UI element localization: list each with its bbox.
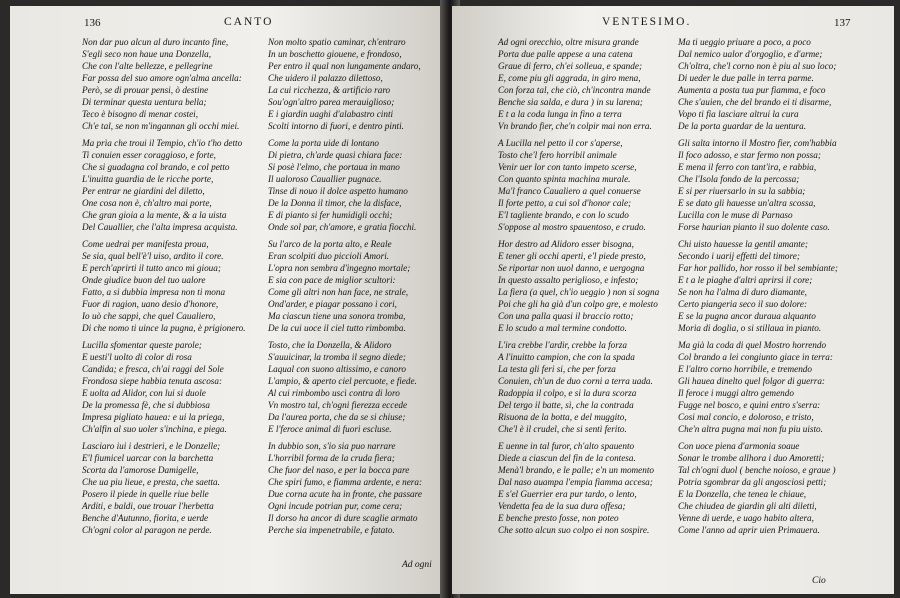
verse-line: L'inuitta guardia de le ricche porte,	[82, 174, 214, 185]
verse-line: E tener gli occhi aperti, e'l piede presto,	[498, 250, 646, 261]
verse-line: Perche sia impenetrabile, e fatato.	[268, 525, 395, 536]
verse-line: Onde giudice buon del tuo ualore	[82, 275, 206, 286]
verse-line: Moria di doglia, o si stillaua in pianto.	[678, 323, 822, 334]
verse-line: Tosto che'l fero horribil animale	[498, 150, 617, 161]
verse-line: E uolta ad Alidor, con lui si duole	[82, 388, 206, 399]
verse-line: Vn brando fier, che'n colpir mai non erra.	[498, 121, 652, 132]
verse-line: Porta due palle appese a una catena	[498, 49, 633, 60]
verse-line: E si per riuersarlo in su la sabbia;	[678, 186, 806, 197]
verse-line: De la promessa fè, che si dubbiosa	[82, 400, 211, 411]
stanza	[82, 339, 245, 435]
verse-line: Non molto spatio caminar, ch'entraro	[268, 37, 406, 47]
running-head: VENTESIMO.	[602, 16, 692, 28]
catchword: Ad ogni	[402, 560, 432, 570]
stanza	[498, 339, 659, 435]
verse-line: Ond'arder, e piagar possano i cori,	[268, 299, 397, 310]
verse-line: Gli hauea dinelto quel folgor di guerra:	[678, 376, 825, 387]
stanza	[678, 36, 838, 132]
verse-line: Come gli altri non han face, ne strale,	[268, 287, 409, 298]
verse-line: Cosi mal concio, e doloroso, e tristo,	[678, 412, 814, 423]
verse-line: La cui ricchezza, & artificio raro	[268, 85, 391, 96]
verse-line: E l'feroce animal di fuori escluse.	[268, 424, 392, 435]
verse-line: Conuien, ch'un de duo corni a terra uada.	[498, 376, 653, 387]
verse-line: Vopo ti fia lasciare altrui la cura	[678, 109, 799, 120]
verse-line: L'opra non sembra d'ingegno mortale;	[268, 263, 411, 274]
stanza	[82, 137, 245, 233]
verse-line: Diede a ciascun del fin de la contesa.	[498, 452, 636, 463]
verse-line: Che spiri fumo, e fiamma ardente, e nera:	[268, 477, 423, 488]
verse-line: Ogni incude potrian pur, come cera;	[268, 501, 403, 512]
verse-line: Sonar le trombe allhora i duo Amoretti;	[678, 452, 825, 463]
verse-line: Se sia, qual bell'è'l uiso, ardito il core.	[82, 250, 224, 261]
verse-line: Al cui rimbombo uscì contra di loro	[268, 388, 400, 399]
verse-line: Con quanto spinta machina murale.	[498, 174, 631, 185]
verse-line: S'auuicinar, la tromba il segno diede;	[268, 351, 406, 362]
stanza	[678, 238, 838, 334]
verse-line: Che gran gioia a la mente, & a la uista	[82, 210, 227, 221]
verse-line: E lo scudo a mal termine condotto.	[498, 323, 627, 334]
verse-line: E, come piu gli aggrada, in giro mena,	[498, 73, 641, 84]
verse-line: Per entro il qual non lungamente andaro,	[268, 61, 421, 72]
verse-line: Di che nomo ti uince la pugna, è prigionero.	[82, 323, 246, 334]
verse-line: Ti conuien esser coraggioso, e forte,	[82, 150, 216, 161]
stanza	[498, 36, 659, 132]
verse-line: E se la pugna ancor duraua alquanto	[678, 311, 816, 322]
verse-line: Con uoce piena d'armonia soaue	[678, 440, 800, 451]
verse-line: Tinse di nouo il dolce aspetto humano	[268, 186, 408, 197]
verse-line: Ma ti ueggio priuare a poco, a poco	[678, 37, 811, 47]
verse-line: Con una palla quasi il braccio rotto;	[498, 311, 634, 322]
column-left-1	[82, 36, 245, 541]
verse-line: Forse haurian pianto il suo dolente caso.	[678, 222, 830, 233]
verse-line: Che con l'alte bellezze, e pellegrine	[82, 61, 213, 72]
verse-line: In questo assalto periglioso, e infesto;	[498, 275, 639, 286]
verse-line: E'l tagliente brando, e con lo scudo	[498, 210, 629, 221]
verse-line: Risuona de la botta, e del muggito,	[498, 412, 627, 423]
right-page	[452, 6, 894, 594]
verse-line: E uesti'l uolto di color di rosa	[82, 351, 192, 362]
verse-line: Scolti intorno di fuori, e dentro pinti.	[268, 121, 404, 132]
verse-line: Aumenta a posta tua pur fiamma, e foco	[678, 85, 826, 96]
verse-line: Radoppia il colpo, e si la dura scorza	[498, 388, 637, 399]
verse-line: Che'l è il crudel, che si sentì ferito.	[498, 424, 627, 435]
verse-line: Far possa del suo amore ogn'alma ancella:	[82, 73, 242, 84]
verse-line: Sou'ogn'altro parea merauiglioso;	[268, 97, 395, 108]
verse-line: Come l'anno ad aprir uien Primauera.	[678, 525, 820, 536]
verse-line: Tal ch'ogni duol ( benche noioso, e graue )	[678, 464, 836, 475]
verse-line: E benche presto fosse, non poteo	[498, 513, 619, 524]
verse-line: One cosa non è, ch'altro mai porte,	[82, 198, 212, 209]
verse-line: S'oppose al mostro spauentoso, e crudo.	[498, 222, 646, 233]
verse-line: Del tergo il batte, sì, che la contrada	[498, 400, 634, 411]
catchword: Cio	[812, 576, 826, 586]
stanza	[268, 36, 422, 132]
verse-line: Graue di ferro, ch'ei solleua, e spande;	[498, 61, 643, 72]
verse-line: Che ua piu lieue, e presta, che saetta.	[82, 477, 220, 488]
page-number: 137	[834, 17, 851, 29]
verse-line: Col brando a lei congiunto giace in terra:	[678, 351, 833, 362]
verse-line: Due corna acute ha in fronte, che passare	[268, 489, 422, 500]
verse-line: Certo piangeria seco il suo dolore:	[678, 299, 808, 310]
stanza	[268, 137, 422, 233]
verse-line: Chi uisto hauesse la gentil amante;	[678, 238, 808, 249]
verse-line: La fiera (a quel, ch'io ueggio ) non si sogna	[498, 287, 660, 298]
stanza	[268, 238, 422, 334]
verse-line: S'egli seco non haue una Donzella,	[82, 49, 212, 60]
verse-line: Su l'arco de la porta alto, e Reale	[268, 238, 392, 249]
verse-line: Gli salta intorno il Mostro fier, com'habbia	[678, 137, 837, 148]
verse-line: Vendetta fea de la sua dura offesa;	[498, 501, 626, 512]
verse-line: Se non ha l'alma di duro diamante,	[678, 287, 807, 298]
verse-line: Secondo i uarij effetti del timore;	[678, 250, 800, 261]
verse-line: Posero il piede in quelle riue belle	[82, 489, 209, 500]
verse-line: Come la porta uide di lontano	[268, 137, 380, 148]
verse-line: Non dar puo alcun al duro incanto fine,	[82, 37, 229, 47]
verse-line: Vn mostro tal, ch'ogni fierezza eccede	[268, 400, 408, 411]
stanza	[498, 238, 659, 334]
verse-line: Venir uer lor con tanto impeto scerse,	[498, 162, 637, 173]
verse-line: Teco è bisogno di menar costei,	[82, 109, 199, 120]
verse-line: Per entrar ne giardini del diletto,	[82, 186, 205, 197]
verse-line: Ma prìa che troui il Tempio, ch'io t'ho detto	[82, 137, 243, 148]
verse-line: Benche sia salda, e dura ) in su larena;	[498, 97, 643, 108]
verse-line: In dubbio son, s'io sia puo narrare	[268, 440, 396, 451]
verse-line: E sia con pace de miglior scultori:	[268, 275, 396, 286]
verse-line: Venne di uerde, e uago habito altera,	[678, 513, 814, 524]
verse-line: De la porta guardar de la uentura.	[678, 121, 807, 132]
verse-line: Ch'oltra, che'l corno non è piu al suo loco;	[678, 61, 837, 72]
verse-line: Ch'alfin al suo uoler s'inchina, e piega.	[82, 424, 227, 435]
verse-line: Lasciaro iui i destrieri, e le Donzelle;	[82, 440, 221, 451]
verse-line: De la Donna il timor, che la disface,	[268, 198, 402, 209]
verse-line: In un boschetto giouene, e frondoso,	[268, 49, 402, 60]
verse-line: E di pianto si fer humidigli occhi;	[268, 210, 393, 221]
verse-line: Fugge nel bosco, e quini entro s'serra:	[678, 400, 821, 411]
stanza	[82, 238, 245, 334]
page-number: 136	[84, 17, 101, 29]
verse-line: Io uò che sappi, che quel Caualiero,	[82, 311, 216, 322]
stanza	[268, 339, 422, 435]
verse-line: Far hor pallido, hor rosso il bel sembiante;	[678, 263, 838, 274]
verse-line: Ch'ogni color al paragon ne perde.	[82, 525, 212, 536]
verse-line: Poi che gli ha già d'un colpo gre, e molesto	[498, 299, 658, 310]
verse-line: E'l fiumicel uarcar con la barchetta	[82, 452, 214, 463]
verse-line: E mena il ferro con tant'ira, e rabbia,	[678, 162, 817, 173]
verse-line: Ma ciascun tiene una sonora tromba,	[268, 311, 406, 322]
verse-line: Il dorso ha ancor di dure scaglie armato	[268, 513, 418, 524]
verse-line: L'ampio, & aperto ciel percuote, e fiede.	[268, 376, 417, 387]
verse-line: Frondosa siepe habbia tenuta ascosa:	[82, 376, 223, 387]
column-left-2	[268, 36, 422, 541]
verse-line: E s'el Guerrier era pur tardo, o lento,	[498, 489, 637, 500]
stanza	[678, 339, 838, 435]
verse-line: Come uedrai per manifesta proua,	[82, 238, 209, 249]
verse-line: Fatto, a si dubbia impresa non ti mona	[82, 287, 226, 298]
verse-line: E uenne in tal furor, ch'alto spauento	[498, 440, 635, 451]
stanza	[498, 137, 659, 233]
verse-line: Che s'auien, che del brando ei ti disarme,	[678, 97, 832, 108]
verse-line: Potria sgombrar da gli angosciosi petti;	[678, 477, 827, 488]
verse-line: Laqual con suono altissimo, e canoro	[268, 364, 406, 374]
column-right-2	[678, 36, 838, 541]
stanza	[268, 440, 422, 536]
verse-line: E l'altro corno horribile, e tremendo	[678, 364, 812, 374]
verse-line: Dal naso auampa l'empia fiamma accesa;	[498, 477, 653, 488]
verse-line: Che'n altra pugna mai non fu piu uisto.	[678, 424, 823, 435]
verse-line: Tosto, che la Donzella, & Alidoro	[268, 339, 392, 350]
verse-line: E la Donzella, che tenea le chiaue,	[678, 489, 807, 500]
verse-line: Ma già la coda di quel Mostro horrendo	[678, 339, 827, 350]
verse-line: Da l'aurea porta, che da se si chiuse;	[268, 412, 406, 423]
stanza	[498, 440, 659, 536]
verse-line: Che si guadagna col brando, e col petto	[82, 162, 230, 173]
verse-line: Arditi, e baldi, oue trouar l'herbetta	[82, 501, 214, 512]
verse-line: L'horribil forma de la cruda fiera;	[268, 452, 395, 463]
verse-line: Lucilla sfomentar queste parole;	[82, 339, 202, 350]
verse-line: De la cui uoce il ciel tutto rimbomba.	[268, 323, 406, 334]
verse-line: Di ueder le due palle in terra parme.	[678, 73, 814, 84]
verse-line: Il ualoroso Cauallier pugnace.	[268, 174, 382, 185]
stanza	[678, 137, 838, 233]
verse-line: Hor destro ad Alidoro esser bisogna,	[498, 238, 634, 249]
verse-line: Però, se di prouar pensi, ò destine	[82, 85, 209, 96]
verse-line: Dal nemico ualor d'orgoglio, e d'arme;	[678, 49, 823, 60]
verse-line: E perch'aprirti il tutto anco mi gioua;	[82, 263, 221, 274]
verse-line: Ad ogni orecchio, oltre misura grande	[498, 37, 639, 47]
verse-line: E se dato gli hauesse un'altra scossa,	[678, 198, 816, 209]
verse-line: Che uidero il palazzo dilettoso,	[268, 73, 383, 84]
verse-line: Impresa pigliato hauea: e ui la priega,	[82, 412, 225, 423]
verse-line: Che sotto alcun suo colpo ei non sospire.	[498, 525, 650, 536]
stanza	[82, 440, 245, 536]
verse-line: Onde sol par, ch'amore, e gratia fiocchi.	[268, 222, 417, 233]
verse-line: E i giardin uaghi d'alabastro cinti	[268, 109, 394, 120]
verse-line: Di terminar questa uentura bella;	[82, 97, 207, 108]
column-right-1	[498, 36, 659, 541]
verse-line: Il forte petto, a cui sol d'honor cale;	[498, 198, 632, 209]
verse-line: Il foco adosso, e star fermo non possa;	[678, 150, 821, 161]
verse-line: Si posè l'elmo, che portaua in mano	[268, 162, 400, 173]
verse-line: Del Cauallier, che l'alta impresa acquista.	[82, 222, 238, 233]
stanza	[678, 440, 838, 536]
verse-line: Con forza tal, che ciò, ch'incontra mande	[498, 85, 651, 96]
verse-line: Ch'e tal, se non m'ingannan gli occhi miei.	[82, 121, 240, 132]
verse-line: A l'inuitto campion, che con la spada	[498, 351, 635, 362]
left-page	[10, 6, 446, 594]
verse-line: Menà'l brando, e le palle; e'n un momento	[498, 464, 654, 475]
verse-line: Il feroce i muggi altro gemendo	[678, 388, 794, 399]
verse-line: L'ira crebbe l'ardir, crebbe la forza	[498, 339, 627, 350]
verse-line: A Lucilla nel petto il cor s'aperse,	[498, 137, 623, 148]
verse-line: Benche d'Autunno, fiorita, e uerde	[82, 513, 209, 524]
verse-line: Che chiudea de giardin gli alti diletti,	[678, 501, 817, 512]
verse-line: E t a le piaghe d'altri aprirsi il core;	[678, 275, 813, 286]
verse-line: Candida; e fresca, ch'ai raggi del Sole	[82, 364, 224, 374]
stanza	[82, 36, 245, 132]
verse-line: La testa gli feri si, che per forza	[498, 364, 616, 374]
verse-line: Che l'Isola fondo de la percossa;	[678, 174, 800, 185]
verse-line: Fuor di ragion, uano desio d'honore,	[82, 299, 219, 310]
verse-line: E t a la coda lunga in fino a terra	[498, 109, 622, 120]
verse-line: Che fuor del naso, e per la bocca pare	[268, 464, 410, 475]
verse-line: Eran scolpiti duo piccioli Amori.	[268, 250, 390, 261]
running-head: CANTO	[224, 16, 274, 28]
verse-line: Scorta da l'amorose Damigelle,	[82, 464, 199, 475]
verse-line: Lucilla con le muse di Parnaso	[678, 210, 793, 221]
verse-line: Se riportar non uuol danno, e uergogna	[498, 263, 645, 274]
verse-line: Di pietra, ch'arde quasi chiara face:	[268, 150, 403, 161]
verse-line: Ma'l franco Caualiero a quel conuerse	[498, 186, 641, 197]
